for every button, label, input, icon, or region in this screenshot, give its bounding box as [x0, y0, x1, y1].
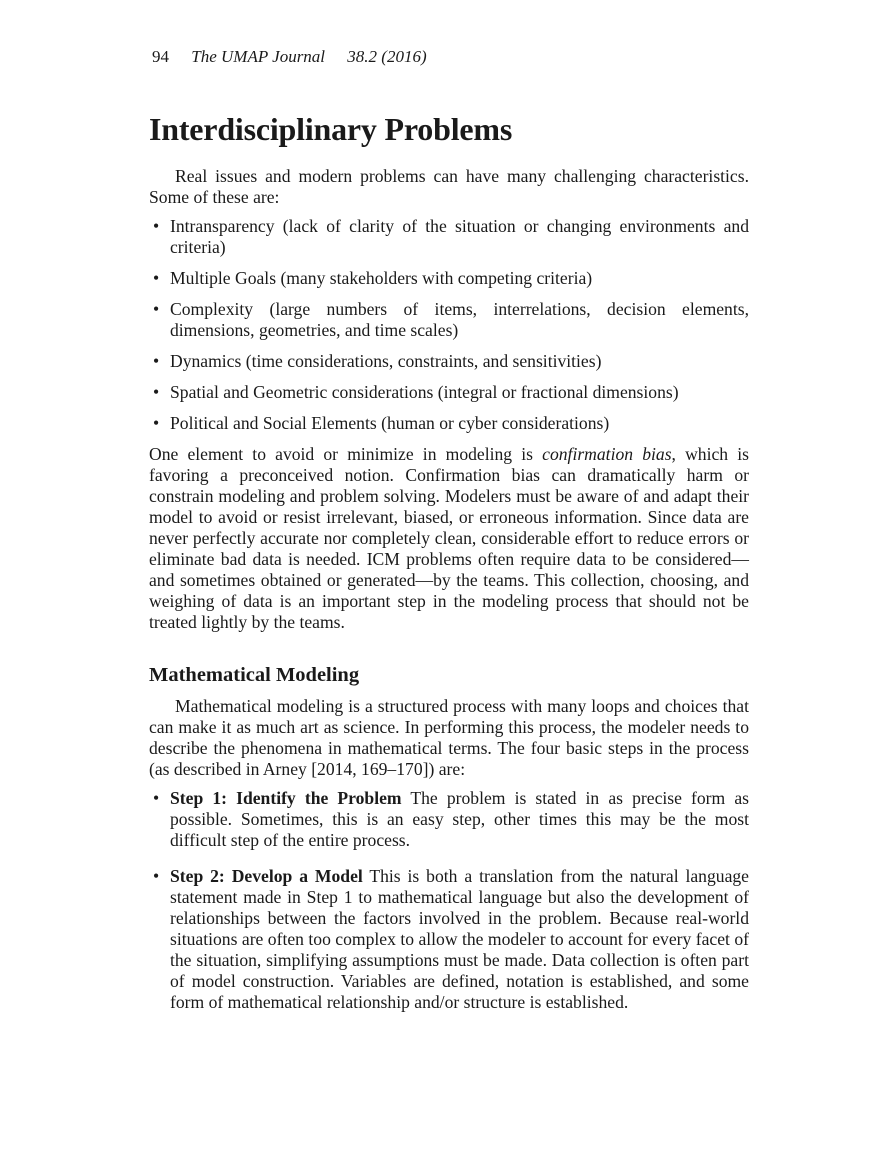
list-item-text: Dynamics (time considerations, constraints, and sensitivities) — [170, 351, 602, 371]
list-item — [149, 351, 749, 372]
section-intro: Real issues and modern problems can have many challenging characteristics. Some of these are: — [149, 166, 749, 207]
characteristics-list — [149, 216, 749, 434]
list-item-text: Political and Social Elements (human or cyber considerations) — [170, 413, 610, 433]
bullet-icon: • — [153, 268, 160, 288]
bullet-icon: • — [153, 866, 160, 886]
bullet-icon: • — [153, 299, 160, 319]
list-item-text: Multiple Goals (many stakeholders with competing criteria) — [170, 268, 593, 288]
list-item — [149, 413, 749, 434]
bullet-icon: • — [153, 788, 160, 808]
step-text: This is both a translation from the natural language statement made in Step 1 to mathematical language but also the development of relationships between the factors involved in the problem. Because real-world situations are often too complex to allow the modeler to account for every facet of the situation, simplifying assumptions must be made. Data collection is often part of model construction. Variables are defined, notation is established, and some form of mathematical relationship and/or structure is established. — [170, 866, 749, 1012]
journal-volume: 38.2 (2016) — [347, 47, 427, 66]
section-title: Interdisciplinary Problems — [149, 111, 513, 147]
running-head — [152, 46, 749, 68]
list-item-text: Intransparency (lack of clarity of the situation or changing environments and criteria) — [170, 216, 749, 257]
subsection-intro: Mathematical modeling is a structured process with many loops and choices that can make it as much art as science. In performing this process, the modeler needs to describe the phenomena in mathematical terms. The four basic steps in the process (as described in Arney [2014, 169–170]) are: — [149, 696, 749, 779]
list-item — [149, 788, 749, 851]
bullet-icon: • — [153, 351, 160, 371]
step-title: Step 2: Develop a Model — [170, 866, 363, 886]
list-item — [149, 299, 749, 341]
page-number: 94 — [152, 47, 169, 66]
list-item-text: Spatial and Geometric considerations (integral or fractional dimensions) — [170, 382, 679, 402]
confirmation-bias-paragraph — [149, 444, 749, 633]
subsection-title: Mathematical Modeling — [149, 664, 360, 686]
step-title: Step 1: Identify the Problem — [170, 788, 402, 808]
journal-page — [149, 46, 749, 1028]
emphasized-term: confirmation bias — [542, 444, 672, 464]
list-item — [149, 268, 749, 289]
steps-list — [149, 788, 749, 1013]
bullet-icon: • — [153, 382, 160, 402]
bullet-icon: • — [153, 413, 160, 433]
list-item — [149, 216, 749, 258]
paragraph-text: One element to avoid or minimize in modeling is — [149, 444, 543, 464]
list-item-text: Complexity (large numbers of items, interrelations, decision elements, dimensions, geometries, and time scales) — [170, 299, 749, 340]
step-text: The problem is stated in as precise form as possible. Sometimes, this is an easy step, other times this may be the most difficult step of the entire process. — [170, 788, 749, 850]
journal-title: The UMAP Journal — [191, 47, 326, 66]
list-item — [149, 382, 749, 403]
list-item — [149, 866, 749, 1013]
paragraph-text: , which is favoring a preconceived notion. Confirmation bias can dramatically harm or constrain modeling and problem solving. Modelers must be aware of and adapt their model to avoid or resist irrelevant, biased, or erroneous information. Since data are never perfectly accurate nor completely clean, considerable effort to reduce errors or eliminate bad data is needed. ICM problems often require data to be considered—and sometimes obtained or generated—by the teams. This collection, choosing, and weighing of data is an important step in the modeling process that should not be treated lightly by the teams. — [149, 444, 749, 632]
bullet-icon: • — [153, 216, 160, 236]
